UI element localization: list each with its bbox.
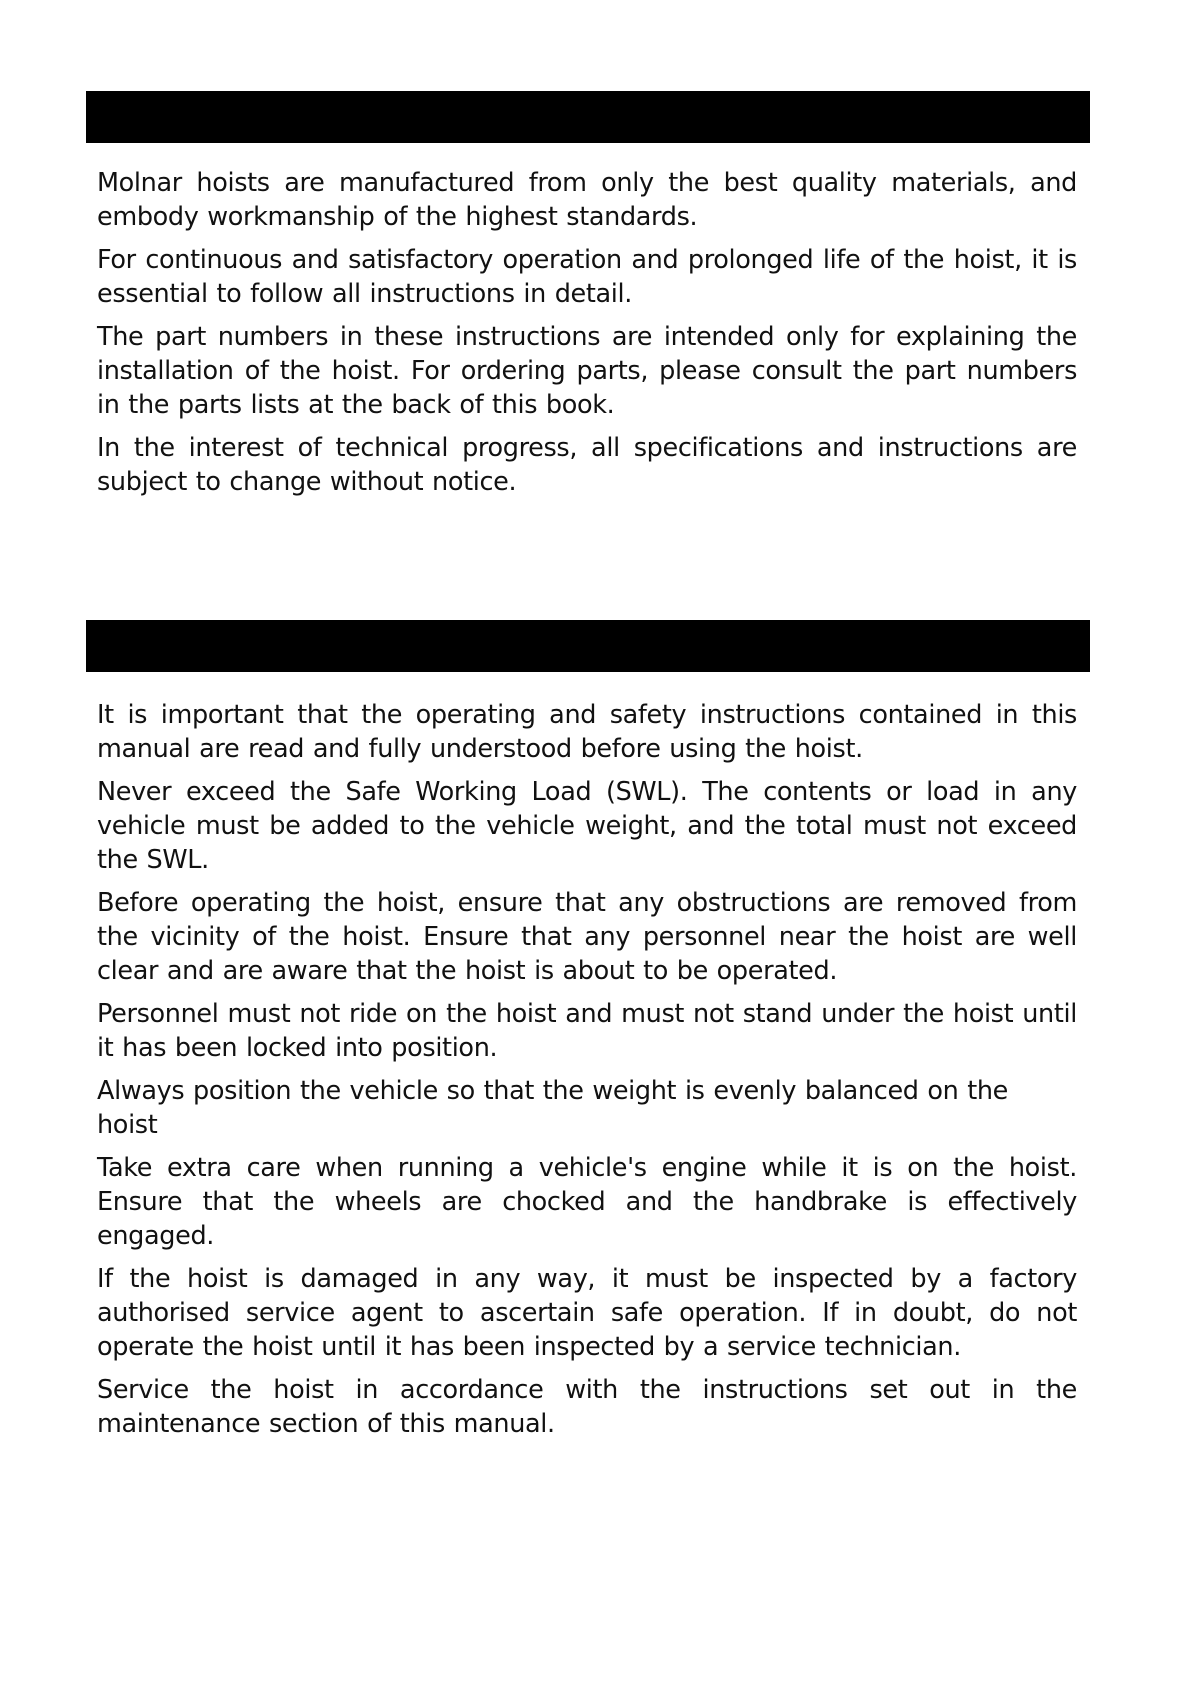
paragraph-read-manual: It is important that the operating and safety instructions contained in this manual are read and fully understood before using the hoist. xyxy=(97,700,1077,764)
section-header-bar-1 xyxy=(86,91,1090,143)
intro-section xyxy=(97,166,1077,508)
safety-section xyxy=(97,698,1077,1450)
paragraph-technical-progress: In the interest of technical progress, all specifications and instructions are subject to change without notice. xyxy=(97,433,1077,497)
paragraph-service: Service the hoist in accordance with the instructions set out in the maintenance section of this manual. xyxy=(97,1375,1077,1439)
section-header-bar-2 xyxy=(86,620,1090,672)
paragraph-instructions: For continuous and satisfactory operation and prolonged life of the hoist, it is essential to follow all instructions in detail. xyxy=(97,245,1077,309)
paragraph-engine: Take extra care when running a vehicle's engine while it is on the hoist. Ensure that the wheels are chocked and the handbrake is effectively engaged. xyxy=(97,1153,1077,1251)
paragraph-damage: If the hoist is damaged in any way, it must be inspected by a factory authorised service agent to ascertain safe operation. If in doubt, do not operate the hoist until it has been inspected by a service technician. xyxy=(97,1264,1077,1362)
paragraph-balance: Always position the vehicle so that the weight is evenly balanced on the hoist xyxy=(97,1076,1008,1140)
paragraph-obstructions: Before operating the hoist, ensure that any obstructions are removed from the vicinity of the hoist. Ensure that any personnel near the hoist are well clear and are aware that the hoist is about to be operated. xyxy=(97,888,1077,986)
paragraph-swl: Never exceed the Safe Working Load (SWL). The contents or load in any vehicle must be added to the vehicle weight, and the total must not exceed the SWL. xyxy=(97,777,1077,875)
paragraph-quality: Molnar hoists are manufactured from only the best quality materials, and embody workmanship of the highest standards. xyxy=(97,168,1077,232)
paragraph-personnel: Personnel must not ride on the hoist and must not stand under the hoist until it has been locked into position. xyxy=(97,999,1077,1063)
paragraph-part-numbers: The part numbers in these instructions are intended only for explaining the installation of the hoist. For ordering parts, please consult the part numbers in the parts lists at the back of this book. xyxy=(97,322,1077,420)
